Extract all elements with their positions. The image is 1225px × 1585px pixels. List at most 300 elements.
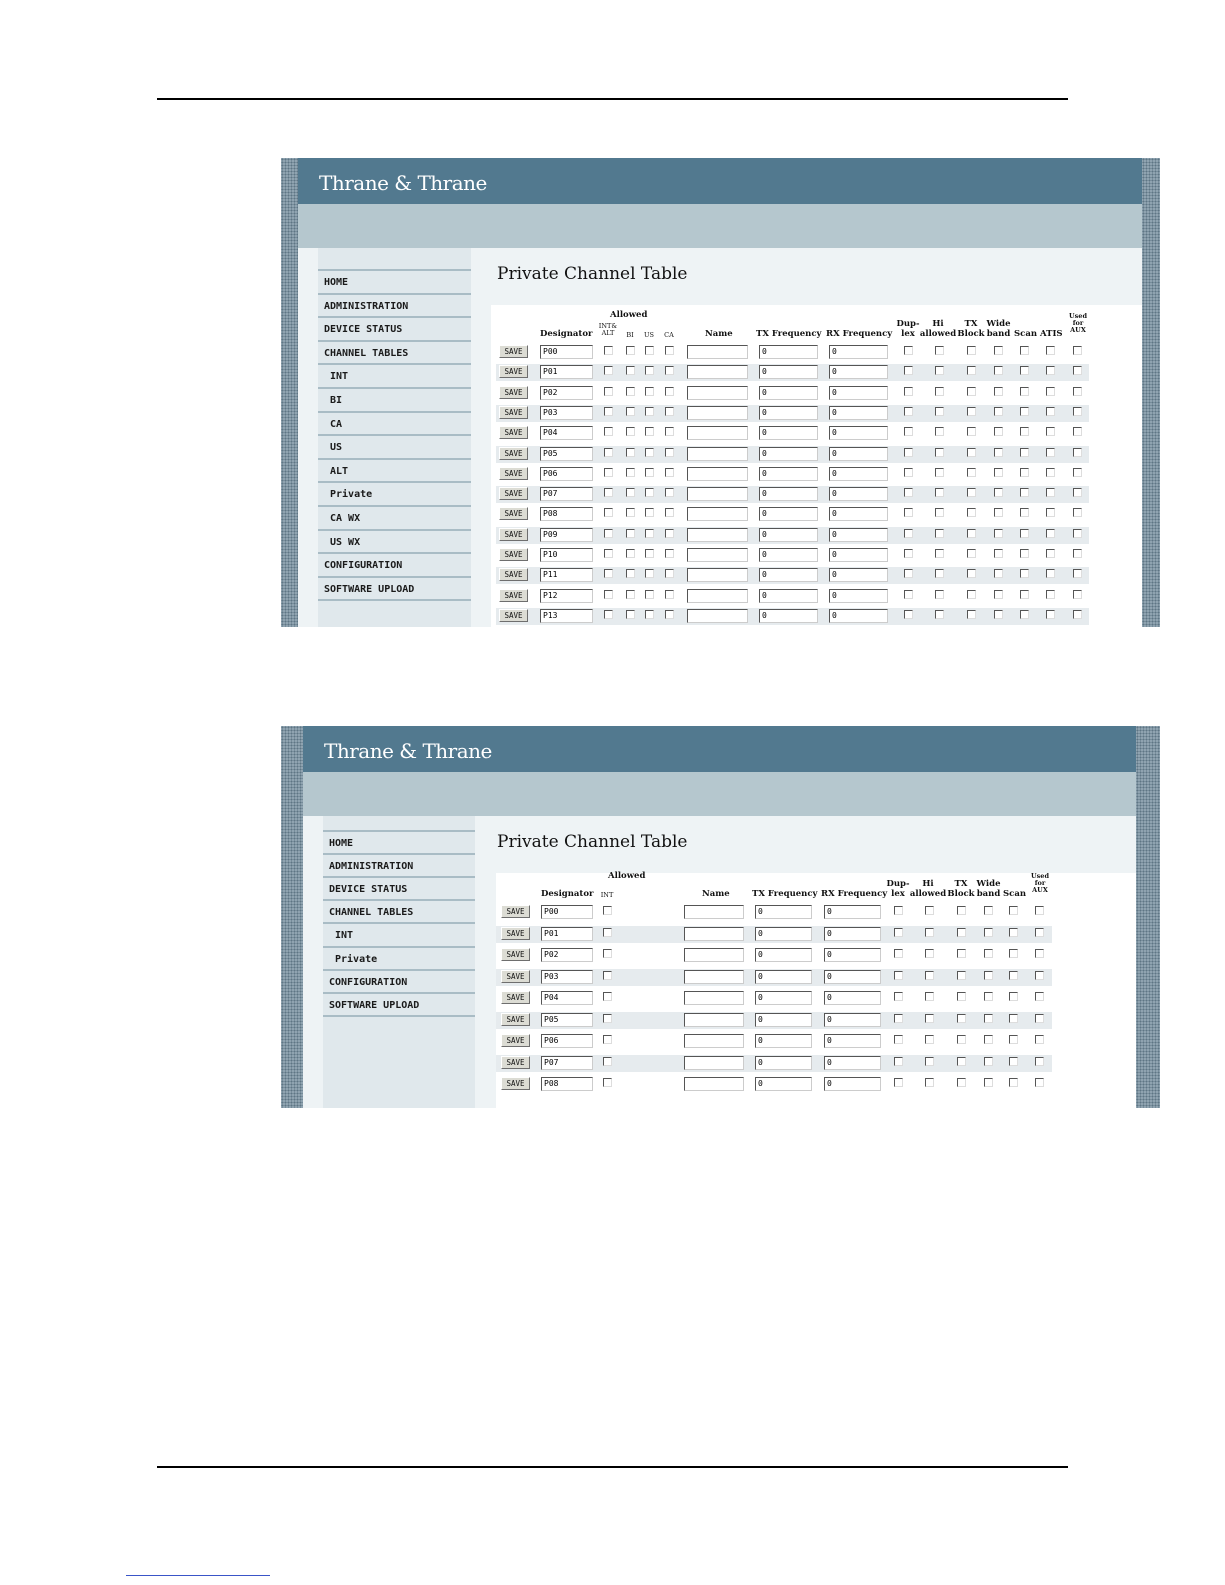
allowed-checkbox-int-alt[interactable]	[604, 346, 613, 355]
scan-checkbox[interactable]	[1009, 1035, 1018, 1044]
tx-frequency-field[interactable]: 0	[759, 609, 818, 623]
used-for-aux-checkbox[interactable]	[1073, 468, 1082, 477]
name-field[interactable]	[684, 1013, 744, 1027]
name-field[interactable]	[684, 991, 744, 1005]
allowed-checkbox-int-alt[interactable]	[604, 448, 613, 457]
wide-band-checkbox[interactable]	[984, 971, 993, 980]
allowed-checkbox-bi[interactable]	[626, 407, 635, 416]
scan-checkbox[interactable]	[1009, 949, 1018, 958]
rx-frequency-field[interactable]: 0	[829, 609, 888, 623]
rx-frequency-field[interactable]: 0	[824, 905, 881, 919]
allowed-checkbox-bi[interactable]	[626, 610, 635, 619]
designator-field[interactable]: P11	[540, 568, 593, 582]
used-for-aux-checkbox[interactable]	[1073, 427, 1082, 436]
allowed-checkbox-int-alt[interactable]	[604, 569, 613, 578]
sidebar-item-device-status[interactable]: DEVICE STATUS	[318, 316, 471, 338]
used-for-aux-checkbox[interactable]	[1073, 366, 1082, 375]
allowed-checkbox-ca[interactable]	[665, 569, 674, 578]
allowed-checkbox-int[interactable]	[603, 1078, 612, 1087]
atis-checkbox[interactable]	[1046, 569, 1055, 578]
allowed-checkbox-int-alt[interactable]	[604, 488, 613, 497]
tx-frequency-field[interactable]: 0	[759, 406, 818, 420]
duplex-checkbox[interactable]	[904, 366, 913, 375]
tx-block-checkbox[interactable]	[957, 1057, 966, 1066]
allowed-checkbox-ca[interactable]	[665, 529, 674, 538]
name-field[interactable]	[687, 528, 748, 542]
tx-block-checkbox[interactable]	[957, 906, 966, 915]
allowed-checkbox-int-alt[interactable]	[604, 366, 613, 375]
allowed-checkbox-us[interactable]	[645, 468, 654, 477]
rx-frequency-field[interactable]: 0	[829, 548, 888, 562]
designator-field[interactable]: P03	[541, 970, 593, 984]
sidebar-item-bi[interactable]: BI	[318, 387, 471, 409]
scan-checkbox[interactable]	[1020, 549, 1029, 558]
hi-allowed-checkbox[interactable]	[925, 992, 934, 1001]
wide-band-checkbox[interactable]	[994, 569, 1003, 578]
used-for-aux-checkbox[interactable]	[1035, 906, 1044, 915]
tx-frequency-field[interactable]: 0	[759, 426, 818, 440]
rx-frequency-field[interactable]: 0	[829, 447, 888, 461]
allowed-checkbox-us[interactable]	[645, 427, 654, 436]
scan-checkbox[interactable]	[1020, 569, 1029, 578]
used-for-aux-checkbox[interactable]	[1073, 590, 1082, 599]
designator-field[interactable]: P07	[541, 1056, 593, 1070]
tx-block-checkbox[interactable]	[967, 508, 976, 517]
save-button[interactable]: SAVE	[501, 948, 530, 961]
designator-field[interactable]: P06	[540, 467, 593, 481]
hi-allowed-checkbox[interactable]	[925, 906, 934, 915]
save-button[interactable]: SAVE	[501, 1077, 530, 1090]
scan-checkbox[interactable]	[1020, 387, 1029, 396]
allowed-checkbox-bi[interactable]	[626, 529, 635, 538]
duplex-checkbox[interactable]	[904, 610, 913, 619]
rx-frequency-field[interactable]: 0	[824, 927, 881, 941]
scan-checkbox[interactable]	[1020, 508, 1029, 517]
wide-band-checkbox[interactable]	[994, 590, 1003, 599]
allowed-checkbox-int-alt[interactable]	[604, 468, 613, 477]
used-for-aux-checkbox[interactable]	[1073, 529, 1082, 538]
used-for-aux-checkbox[interactable]	[1035, 1078, 1044, 1087]
allowed-checkbox-ca[interactable]	[665, 387, 674, 396]
duplex-checkbox[interactable]	[894, 906, 903, 915]
hi-allowed-checkbox[interactable]	[925, 971, 934, 980]
atis-checkbox[interactable]	[1046, 346, 1055, 355]
rx-frequency-field[interactable]: 0	[829, 426, 888, 440]
atis-checkbox[interactable]	[1046, 549, 1055, 558]
sidebar-item-channel-tables[interactable]: CHANNEL TABLES	[318, 340, 471, 362]
name-field[interactable]	[684, 1077, 744, 1091]
hi-allowed-checkbox[interactable]	[935, 427, 944, 436]
wide-band-checkbox[interactable]	[994, 346, 1003, 355]
atis-checkbox[interactable]	[1046, 427, 1055, 436]
tx-block-checkbox[interactable]	[967, 346, 976, 355]
sidebar-item-home[interactable]: HOME	[318, 269, 471, 291]
hi-allowed-checkbox[interactable]	[935, 569, 944, 578]
tx-block-checkbox[interactable]	[967, 529, 976, 538]
allowed-checkbox-ca[interactable]	[665, 407, 674, 416]
scan-checkbox[interactable]	[1020, 346, 1029, 355]
tx-block-checkbox[interactable]	[967, 427, 976, 436]
save-button[interactable]: SAVE	[499, 467, 528, 480]
sidebar-item-int[interactable]: INT	[318, 363, 471, 385]
allowed-checkbox-bi[interactable]	[626, 448, 635, 457]
allowed-checkbox-bi[interactable]	[626, 549, 635, 558]
duplex-checkbox[interactable]	[904, 549, 913, 558]
used-for-aux-checkbox[interactable]	[1035, 971, 1044, 980]
duplex-checkbox[interactable]	[904, 387, 913, 396]
allowed-checkbox-ca[interactable]	[665, 590, 674, 599]
allowed-checkbox-int[interactable]	[603, 1035, 612, 1044]
tx-frequency-field[interactable]: 0	[759, 386, 818, 400]
rx-frequency-field[interactable]: 0	[829, 406, 888, 420]
duplex-checkbox[interactable]	[904, 590, 913, 599]
tx-block-checkbox[interactable]	[967, 569, 976, 578]
used-for-aux-checkbox[interactable]	[1073, 508, 1082, 517]
allowed-checkbox-bi[interactable]	[626, 427, 635, 436]
wide-band-checkbox[interactable]	[984, 992, 993, 1001]
allowed-checkbox-bi[interactable]	[626, 590, 635, 599]
tx-frequency-field[interactable]: 0	[759, 507, 818, 521]
allowed-checkbox-int-alt[interactable]	[604, 529, 613, 538]
save-button[interactable]: SAVE	[499, 487, 528, 500]
name-field[interactable]	[687, 345, 748, 359]
save-button[interactable]: SAVE	[501, 970, 530, 983]
tx-block-checkbox[interactable]	[967, 549, 976, 558]
save-button[interactable]: SAVE	[501, 1056, 530, 1069]
rx-frequency-field[interactable]: 0	[824, 948, 881, 962]
name-field[interactable]	[687, 365, 748, 379]
designator-field[interactable]: P08	[541, 1077, 593, 1091]
designator-field[interactable]: P05	[540, 447, 593, 461]
designator-field[interactable]: P03	[540, 406, 593, 420]
allowed-checkbox-int[interactable]	[603, 928, 612, 937]
allowed-checkbox-ca[interactable]	[665, 366, 674, 375]
hi-allowed-checkbox[interactable]	[935, 529, 944, 538]
allowed-checkbox-bi[interactable]	[626, 569, 635, 578]
duplex-checkbox[interactable]	[894, 992, 903, 1001]
duplex-checkbox[interactable]	[904, 488, 913, 497]
wide-band-checkbox[interactable]	[984, 1014, 993, 1023]
allowed-checkbox-us[interactable]	[645, 569, 654, 578]
duplex-checkbox[interactable]	[894, 949, 903, 958]
save-button[interactable]: SAVE	[499, 528, 528, 541]
wide-band-checkbox[interactable]	[984, 906, 993, 915]
allowed-checkbox-us[interactable]	[645, 387, 654, 396]
scan-checkbox[interactable]	[1009, 992, 1018, 1001]
allowed-checkbox-int[interactable]	[603, 971, 612, 980]
duplex-checkbox[interactable]	[894, 928, 903, 937]
atis-checkbox[interactable]	[1046, 407, 1055, 416]
save-button[interactable]: SAVE	[499, 507, 528, 520]
used-for-aux-checkbox[interactable]	[1035, 928, 1044, 937]
designator-field[interactable]: P00	[540, 345, 593, 359]
scan-checkbox[interactable]	[1020, 610, 1029, 619]
tx-frequency-field[interactable]: 0	[759, 548, 818, 562]
tx-block-checkbox[interactable]	[957, 949, 966, 958]
hi-allowed-checkbox[interactable]	[935, 346, 944, 355]
name-field[interactable]	[687, 487, 748, 501]
duplex-checkbox[interactable]	[904, 427, 913, 436]
duplex-checkbox[interactable]	[904, 508, 913, 517]
allowed-checkbox-ca[interactable]	[665, 549, 674, 558]
scan-checkbox[interactable]	[1009, 1057, 1018, 1066]
allowed-checkbox-bi[interactable]	[626, 387, 635, 396]
allowed-checkbox-us[interactable]	[645, 529, 654, 538]
name-field[interactable]	[687, 406, 748, 420]
sidebar-item-int[interactable]: INT	[323, 922, 475, 944]
tx-frequency-field[interactable]: 0	[759, 467, 818, 481]
wide-band-checkbox[interactable]	[984, 928, 993, 937]
rx-frequency-field[interactable]: 0	[829, 487, 888, 501]
sidebar-item-configuration[interactable]: CONFIGURATION	[323, 969, 475, 991]
wide-band-checkbox[interactable]	[994, 407, 1003, 416]
name-field[interactable]	[687, 447, 748, 461]
tx-frequency-field[interactable]: 0	[759, 487, 818, 501]
tx-frequency-field[interactable]: 0	[755, 1034, 812, 1048]
save-button[interactable]: SAVE	[499, 426, 528, 439]
sidebar-item-us-wx[interactable]: US WX	[318, 529, 471, 551]
tx-frequency-field[interactable]: 0	[759, 589, 818, 603]
hi-allowed-checkbox[interactable]	[935, 468, 944, 477]
designator-field[interactable]: P04	[540, 426, 593, 440]
scan-checkbox[interactable]	[1009, 971, 1018, 980]
tx-block-checkbox[interactable]	[957, 1014, 966, 1023]
atis-checkbox[interactable]	[1046, 610, 1055, 619]
allowed-checkbox-int-alt[interactable]	[604, 590, 613, 599]
allowed-checkbox-int[interactable]	[603, 1014, 612, 1023]
duplex-checkbox[interactable]	[904, 346, 913, 355]
name-field[interactable]	[687, 568, 748, 582]
wide-band-checkbox[interactable]	[994, 387, 1003, 396]
atis-checkbox[interactable]	[1046, 366, 1055, 375]
allowed-checkbox-int-alt[interactable]	[604, 508, 613, 517]
allowed-checkbox-us[interactable]	[645, 488, 654, 497]
duplex-checkbox[interactable]	[904, 448, 913, 457]
designator-field[interactable]: P00	[541, 905, 593, 919]
save-button[interactable]: SAVE	[501, 1013, 530, 1026]
designator-field[interactable]: P09	[540, 528, 593, 542]
designator-field[interactable]: P08	[540, 507, 593, 521]
name-field[interactable]	[684, 948, 744, 962]
sidebar-item-administration[interactable]: ADMINISTRATION	[318, 293, 471, 315]
sidebar-item-device-status[interactable]: DEVICE STATUS	[323, 876, 475, 898]
name-field[interactable]	[684, 970, 744, 984]
sidebar-item-us[interactable]: US	[318, 434, 471, 456]
scan-checkbox[interactable]	[1020, 448, 1029, 457]
scan-checkbox[interactable]	[1020, 366, 1029, 375]
allowed-checkbox-us[interactable]	[645, 407, 654, 416]
wide-band-checkbox[interactable]	[994, 468, 1003, 477]
allowed-checkbox-bi[interactable]	[626, 346, 635, 355]
scan-checkbox[interactable]	[1009, 906, 1018, 915]
atis-checkbox[interactable]	[1046, 468, 1055, 477]
tx-block-checkbox[interactable]	[957, 992, 966, 1001]
duplex-checkbox[interactable]	[904, 407, 913, 416]
used-for-aux-checkbox[interactable]	[1073, 488, 1082, 497]
tx-frequency-field[interactable]: 0	[755, 905, 812, 919]
used-for-aux-checkbox[interactable]	[1073, 407, 1082, 416]
tx-frequency-field[interactable]: 0	[759, 568, 818, 582]
rx-frequency-field[interactable]: 0	[824, 1034, 881, 1048]
wide-band-checkbox[interactable]	[994, 508, 1003, 517]
allowed-checkbox-int-alt[interactable]	[604, 427, 613, 436]
duplex-checkbox[interactable]	[894, 1035, 903, 1044]
hi-allowed-checkbox[interactable]	[935, 549, 944, 558]
name-field[interactable]	[684, 905, 744, 919]
name-field[interactable]	[687, 386, 748, 400]
rx-frequency-field[interactable]: 0	[824, 970, 881, 984]
sidebar-item-configuration[interactable]: CONFIGURATION	[318, 552, 471, 574]
tx-block-checkbox[interactable]	[957, 928, 966, 937]
designator-field[interactable]: P02	[540, 386, 593, 400]
scan-checkbox[interactable]	[1020, 407, 1029, 416]
wide-band-checkbox[interactable]	[984, 1057, 993, 1066]
tx-block-checkbox[interactable]	[967, 590, 976, 599]
scan-checkbox[interactable]	[1020, 427, 1029, 436]
scan-checkbox[interactable]	[1009, 1078, 1018, 1087]
wide-band-checkbox[interactable]	[984, 1035, 993, 1044]
allowed-checkbox-us[interactable]	[645, 610, 654, 619]
save-button[interactable]: SAVE	[501, 905, 530, 918]
wide-band-checkbox[interactable]	[994, 448, 1003, 457]
duplex-checkbox[interactable]	[894, 1014, 903, 1023]
wide-band-checkbox[interactable]	[984, 1078, 993, 1087]
save-button[interactable]: SAVE	[499, 609, 528, 622]
tx-block-checkbox[interactable]	[967, 610, 976, 619]
sidebar-item-ca-wx[interactable]: CA WX	[318, 505, 471, 527]
allowed-checkbox-bi[interactable]	[626, 468, 635, 477]
designator-field[interactable]: P02	[541, 948, 593, 962]
sidebar-item-software-upload[interactable]: SOFTWARE UPLOAD	[318, 576, 471, 598]
used-for-aux-checkbox[interactable]	[1035, 949, 1044, 958]
tx-frequency-field[interactable]: 0	[755, 948, 812, 962]
scan-checkbox[interactable]	[1009, 928, 1018, 937]
duplex-checkbox[interactable]	[904, 569, 913, 578]
designator-field[interactable]: P06	[541, 1034, 593, 1048]
used-for-aux-checkbox[interactable]	[1073, 448, 1082, 457]
rx-frequency-field[interactable]: 0	[829, 345, 888, 359]
hi-allowed-checkbox[interactable]	[935, 610, 944, 619]
hi-allowed-checkbox[interactable]	[935, 366, 944, 375]
used-for-aux-checkbox[interactable]	[1073, 346, 1082, 355]
designator-field[interactable]: P07	[540, 487, 593, 501]
atis-checkbox[interactable]	[1046, 488, 1055, 497]
allowed-checkbox-int[interactable]	[603, 906, 612, 915]
rx-frequency-field[interactable]: 0	[824, 1013, 881, 1027]
save-button[interactable]: SAVE	[501, 1034, 530, 1047]
duplex-checkbox[interactable]	[894, 1078, 903, 1087]
wide-band-checkbox[interactable]	[994, 549, 1003, 558]
rx-frequency-field[interactable]: 0	[829, 528, 888, 542]
name-field[interactable]	[687, 467, 748, 481]
hi-allowed-checkbox[interactable]	[925, 1078, 934, 1087]
allowed-checkbox-us[interactable]	[645, 346, 654, 355]
allowed-checkbox-int-alt[interactable]	[604, 387, 613, 396]
scan-checkbox[interactable]	[1020, 488, 1029, 497]
rx-frequency-field[interactable]: 0	[829, 467, 888, 481]
save-button[interactable]: SAVE	[499, 406, 528, 419]
tx-frequency-field[interactable]: 0	[755, 1077, 812, 1091]
hi-allowed-checkbox[interactable]	[925, 928, 934, 937]
name-field[interactable]	[687, 589, 748, 603]
name-field[interactable]	[684, 1056, 744, 1070]
tx-frequency-field[interactable]: 0	[755, 970, 812, 984]
allowed-checkbox-ca[interactable]	[665, 488, 674, 497]
tx-frequency-field[interactable]: 0	[755, 1056, 812, 1070]
atis-checkbox[interactable]	[1046, 508, 1055, 517]
allowed-checkbox-us[interactable]	[645, 366, 654, 375]
rx-frequency-field[interactable]: 0	[824, 1077, 881, 1091]
sidebar-item-ca[interactable]: CA	[318, 411, 471, 433]
save-button[interactable]: SAVE	[499, 568, 528, 581]
atis-checkbox[interactable]	[1046, 448, 1055, 457]
allowed-checkbox-us[interactable]	[645, 590, 654, 599]
tx-block-checkbox[interactable]	[957, 1078, 966, 1087]
hi-allowed-checkbox[interactable]	[925, 1035, 934, 1044]
allowed-checkbox-int-alt[interactable]	[604, 407, 613, 416]
tx-block-checkbox[interactable]	[967, 488, 976, 497]
hi-allowed-checkbox[interactable]	[935, 407, 944, 416]
hi-allowed-checkbox[interactable]	[925, 1014, 934, 1023]
tx-frequency-field[interactable]: 0	[759, 528, 818, 542]
save-button[interactable]: SAVE	[499, 345, 528, 358]
sidebar-item-private[interactable]: Private	[318, 481, 471, 503]
save-button[interactable]: SAVE	[499, 386, 528, 399]
allowed-checkbox-int-alt[interactable]	[604, 610, 613, 619]
rx-frequency-field[interactable]: 0	[829, 386, 888, 400]
used-for-aux-checkbox[interactable]	[1035, 1057, 1044, 1066]
rx-frequency-field[interactable]: 0	[824, 1056, 881, 1070]
wide-band-checkbox[interactable]	[994, 610, 1003, 619]
wide-band-checkbox[interactable]	[994, 488, 1003, 497]
atis-checkbox[interactable]	[1046, 387, 1055, 396]
save-button[interactable]: SAVE	[499, 447, 528, 460]
tx-frequency-field[interactable]: 0	[755, 927, 812, 941]
tx-frequency-field[interactable]: 0	[759, 345, 818, 359]
hi-allowed-checkbox[interactable]	[925, 1057, 934, 1066]
save-button[interactable]: SAVE	[499, 365, 528, 378]
duplex-checkbox[interactable]	[894, 1057, 903, 1066]
tx-block-checkbox[interactable]	[967, 387, 976, 396]
scan-checkbox[interactable]	[1020, 590, 1029, 599]
tx-frequency-field[interactable]: 0	[759, 447, 818, 461]
used-for-aux-checkbox[interactable]	[1073, 569, 1082, 578]
designator-field[interactable]: P04	[541, 991, 593, 1005]
wide-band-checkbox[interactable]	[994, 529, 1003, 538]
duplex-checkbox[interactable]	[894, 971, 903, 980]
designator-field[interactable]: P13	[540, 609, 593, 623]
name-field[interactable]	[684, 927, 744, 941]
allowed-checkbox-int-alt[interactable]	[604, 549, 613, 558]
duplex-checkbox[interactable]	[904, 529, 913, 538]
wide-band-checkbox[interactable]	[994, 427, 1003, 436]
save-button[interactable]: SAVE	[501, 927, 530, 940]
tx-block-checkbox[interactable]	[967, 468, 976, 477]
used-for-aux-checkbox[interactable]	[1073, 549, 1082, 558]
designator-field[interactable]: P01	[540, 365, 593, 379]
allowed-checkbox-ca[interactable]	[665, 508, 674, 517]
hi-allowed-checkbox[interactable]	[925, 949, 934, 958]
allowed-checkbox-int[interactable]	[603, 992, 612, 1001]
scan-checkbox[interactable]	[1020, 468, 1029, 477]
used-for-aux-checkbox[interactable]	[1035, 1014, 1044, 1023]
allowed-checkbox-ca[interactable]	[665, 468, 674, 477]
designator-field[interactable]: P05	[541, 1013, 593, 1027]
allowed-checkbox-ca[interactable]	[665, 610, 674, 619]
tx-block-checkbox[interactable]	[967, 448, 976, 457]
scan-checkbox[interactable]	[1020, 529, 1029, 538]
name-field[interactable]	[687, 609, 748, 623]
